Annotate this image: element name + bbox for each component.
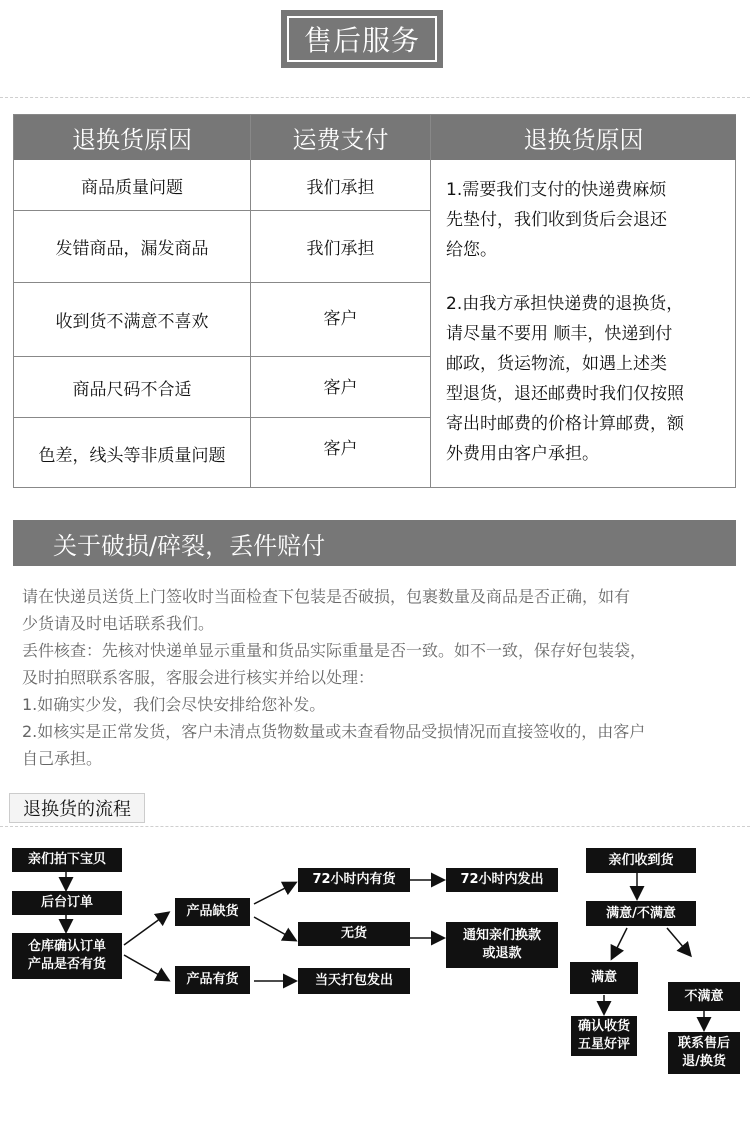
- arrow: [124, 955, 168, 980]
- table-row-reason: 商品尺码不合适: [72, 379, 192, 400]
- table-row-payer: 客户: [323, 438, 358, 459]
- arrow: [254, 883, 295, 904]
- table-row-reason: 收到货不满意不喜欢: [55, 312, 209, 332]
- damage-section-title: 关于破损/碎裂，丢件赔付: [13, 520, 736, 566]
- shipping-note-2: 2.由我方承担快递费的退换货， 请尽量不要用 顺丰，快递到付 邮政，货运物流，如遇上述类 型退货，退还邮费时我们仅按照 寄出时邮费的价格计算邮费，额 外费用由客户承担。: [446, 294, 684, 464]
- flow-step-received: 亲们收到货: [586, 848, 696, 873]
- table-header-shipping: 运费支付: [251, 115, 430, 160]
- table-row-reason: 色差，线头等非质量问题: [38, 445, 226, 466]
- flow-step-ship-72h: 72小时内发出: [446, 868, 558, 892]
- shipping-note-1: 1.需要我们支付的快递费麻烦 先垫付，我们收到货后会退还 给您。: [446, 180, 667, 260]
- arrow: [254, 917, 295, 940]
- flow-step-notify: 通知亲们换款 或退款: [446, 922, 558, 968]
- flow-step-same-day: 当天打包发出: [298, 968, 410, 994]
- flow-step-in-stock: 产品有货: [175, 966, 250, 994]
- table-row-payer: 我们承担: [306, 239, 375, 259]
- flow-step-backend-order: 后台订单: [12, 891, 122, 915]
- flow-step-no-stock: 无货: [298, 922, 410, 946]
- flow-step-confirm: 确认收货 五星好评: [571, 1016, 637, 1056]
- flow-section-label: 退换货的流程: [9, 793, 145, 823]
- flow-step-stock-72h: 72小时内有货: [298, 868, 410, 892]
- flow-step-satisfied: 满意: [570, 962, 638, 994]
- flow-step-warehouse: 仓库确认订单 产品是否有货: [12, 933, 122, 979]
- table-row-reason: 商品质量问题: [81, 177, 183, 198]
- flow-step-unsatisfied: 不满意: [668, 982, 740, 1011]
- table-row-payer: 客户: [323, 308, 358, 329]
- arrow: [124, 913, 168, 945]
- flow-step-place-order: 亲们拍下宝贝: [12, 848, 122, 872]
- table-header-reason: 退换货原因: [14, 115, 250, 160]
- arrow: [612, 928, 627, 958]
- arrow: [667, 928, 690, 955]
- flow-step-contact: 联系售后 退/换货: [668, 1032, 740, 1074]
- table-header-notes: 退换货原因: [431, 115, 736, 160]
- flow-step-out-of-stock: 产品缺货: [175, 898, 250, 926]
- page-title: 售后服务: [287, 16, 437, 62]
- table-row-reason: 发错商品，漏发商品: [55, 239, 209, 259]
- damage-description: 请在快递员送货上门签收时当面检查下包装是否破损，包裹数量及商品是否正确，如有 少货请及时电话联系我们。 丢件核查：先核对快递单显示重量和货品实际重量是否一致。如不一致，保存好包装袋， 及时拍照联系客服，客服会进行核实并给以处理： 1.如确实少发，我们会尽快安排给您补发。 2.如核实是正常发货，客户未清点货物数量或未查看物品受损情况而直接签收的，由客户 自己承担。: [22, 587, 647, 768]
- table-row-payer: 客户: [323, 377, 358, 398]
- flow-step-satisfied-or-not: 满意/不满意: [586, 901, 696, 926]
- table-row-payer: 我们承担: [306, 177, 375, 198]
